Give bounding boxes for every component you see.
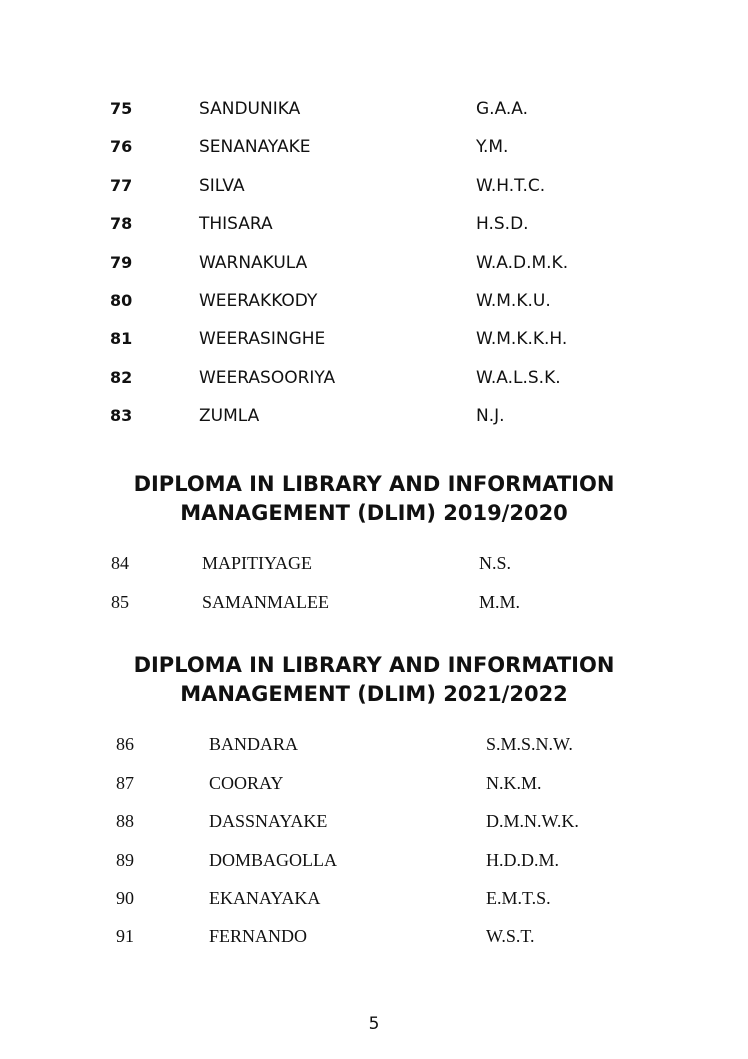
- table-row: [0, 406, 748, 430]
- row-number: 79: [110, 253, 133, 272]
- row-number: 76: [110, 137, 133, 156]
- surname: SANDUNIKA: [199, 99, 301, 119]
- surname: SENANAYAKE: [199, 137, 311, 157]
- row-number: 83: [110, 406, 133, 425]
- heading-line: DIPLOMA IN LIBRARY AND INFORMATION: [133, 653, 615, 677]
- heading-line: MANAGEMENT (DLIM) 2019/2020: [180, 501, 568, 525]
- row-number: 75: [110, 99, 133, 118]
- initials: W.A.L.S.K.: [476, 368, 561, 388]
- row-number: 91: [116, 926, 134, 946]
- heading-line: MANAGEMENT (DLIM) 2021/2022: [180, 682, 568, 706]
- initials: G.A.A.: [476, 99, 529, 119]
- surname: DOMBAGOLLA: [209, 850, 337, 870]
- row-number: 86: [116, 734, 134, 754]
- row-number: 85: [111, 592, 129, 612]
- section-heading: [0, 470, 748, 528]
- table-row: [0, 773, 748, 797]
- initials: W.A.D.M.K.: [476, 253, 569, 273]
- surname: MAPITIYAGE: [202, 553, 312, 573]
- surname: ZUMLA: [199, 406, 260, 426]
- row-number: 77: [110, 176, 133, 195]
- table-row: [0, 176, 748, 200]
- table-row: [0, 137, 748, 161]
- table-row: [0, 850, 748, 874]
- row-number: 78: [110, 214, 133, 233]
- surname: WEERAKKODY: [199, 291, 318, 311]
- surname: FERNANDO: [209, 926, 308, 946]
- surname: SAMANMALEE: [202, 592, 330, 612]
- row-number: 80: [110, 291, 133, 310]
- surname: COORAY: [209, 773, 284, 793]
- initials: W.H.T.C.: [476, 176, 546, 196]
- table-row: [0, 291, 748, 315]
- initials: Y.M.: [476, 137, 509, 157]
- page-number: 5: [368, 1014, 380, 1034]
- table-row: [0, 811, 748, 835]
- table-row: [0, 926, 748, 950]
- initials: N.S.: [479, 553, 512, 573]
- row-number: 84: [111, 553, 129, 573]
- row-number: 87: [116, 773, 134, 793]
- row-number: 88: [116, 811, 134, 831]
- surname: DASSNAYAKE: [209, 811, 328, 831]
- surname: WARNAKULA: [199, 253, 308, 273]
- table-row: [0, 329, 748, 353]
- row-number: 89: [116, 850, 134, 870]
- initials: W.M.K.K.H.: [476, 329, 568, 349]
- initials: D.M.N.W.K.: [486, 811, 579, 831]
- initials: H.D.D.M.: [486, 850, 560, 870]
- table-row: [0, 99, 748, 123]
- section-heading: [0, 651, 748, 709]
- surname: THISARA: [199, 214, 273, 234]
- surname: WEERASOORIYA: [199, 368, 336, 388]
- heading-line: DIPLOMA IN LIBRARY AND INFORMATION: [133, 472, 615, 496]
- table-row: [0, 253, 748, 277]
- row-number: 82: [110, 368, 133, 387]
- table-row: [0, 888, 748, 912]
- initials: H.S.D.: [476, 214, 529, 234]
- surname: SILVA: [199, 176, 245, 196]
- table-row: [0, 553, 748, 577]
- surname: WEERASINGHE: [199, 329, 326, 349]
- initials: N.K.M.: [486, 773, 542, 793]
- initials: M.M.: [479, 592, 521, 612]
- row-number: 90: [116, 888, 134, 908]
- surname: EKANAYAKA: [209, 888, 321, 908]
- initials: N.J.: [476, 406, 505, 426]
- surname: BANDARA: [209, 734, 299, 754]
- row-number: 81: [110, 329, 133, 348]
- initials: W.S.T.: [486, 926, 535, 946]
- table-row: [0, 592, 748, 616]
- table-row: [0, 214, 748, 238]
- initials: E.M.T.S.: [486, 888, 551, 908]
- table-row: [0, 368, 748, 392]
- table-row: [0, 734, 748, 758]
- initials: W.M.K.U.: [476, 291, 551, 311]
- initials: S.M.S.N.W.: [486, 734, 573, 754]
